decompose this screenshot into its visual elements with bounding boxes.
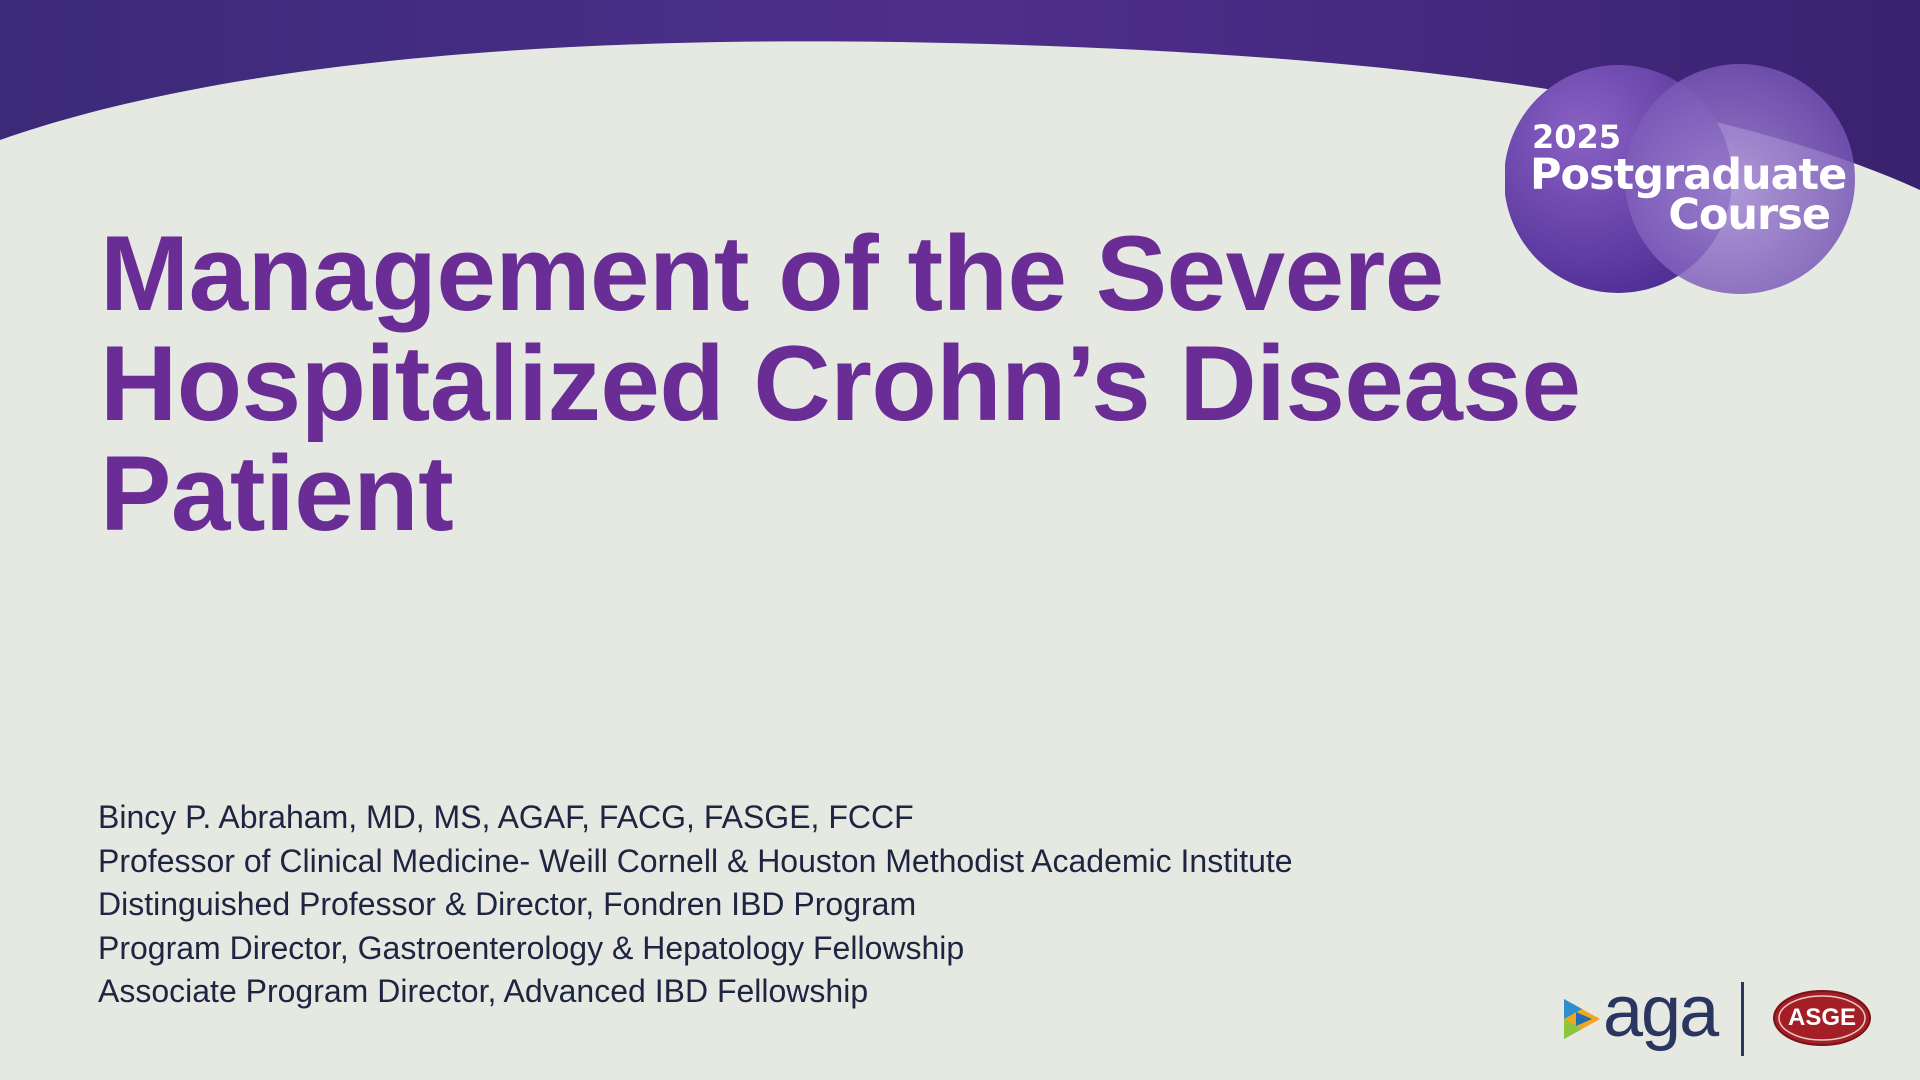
presenter-info [98,796,1293,1014]
aga-triangle-icon [1562,997,1602,1041]
title-line: Patient [100,433,454,553]
title-line: Hospitalized Crohn’s Disease [100,323,1581,443]
logo-divider [1741,982,1744,1056]
badge-year: 2025 [1532,118,1622,156]
badge-postgraduate-label: Postgraduate [1530,150,1847,200]
asge-logo: ASGE [1787,1004,1856,1031]
presenter-affiliation: Associate Program Director, Advanced IBD Fellowship [98,973,869,1009]
presenter-name: Bincy P. Abraham, MD, MS, AGAF, FACG, FASGE, FCCF [98,799,914,835]
presenter-affiliation: Distinguished Professor & Director, Fondren IBD Program [98,886,917,922]
aga-logo: aga [1603,972,1718,1052]
badge-course-label: Course [1668,190,1830,240]
title-line: Management of the Severe [100,213,1444,333]
slide-title [100,213,1700,553]
presenter-affiliation: Professor of Clinical Medicine- Weill Cornell & Houston Methodist Academic Institute [98,842,1293,879]
presenter-affiliation: Program Director, Gastroenterology & Hepatology Fellowship [98,929,965,966]
